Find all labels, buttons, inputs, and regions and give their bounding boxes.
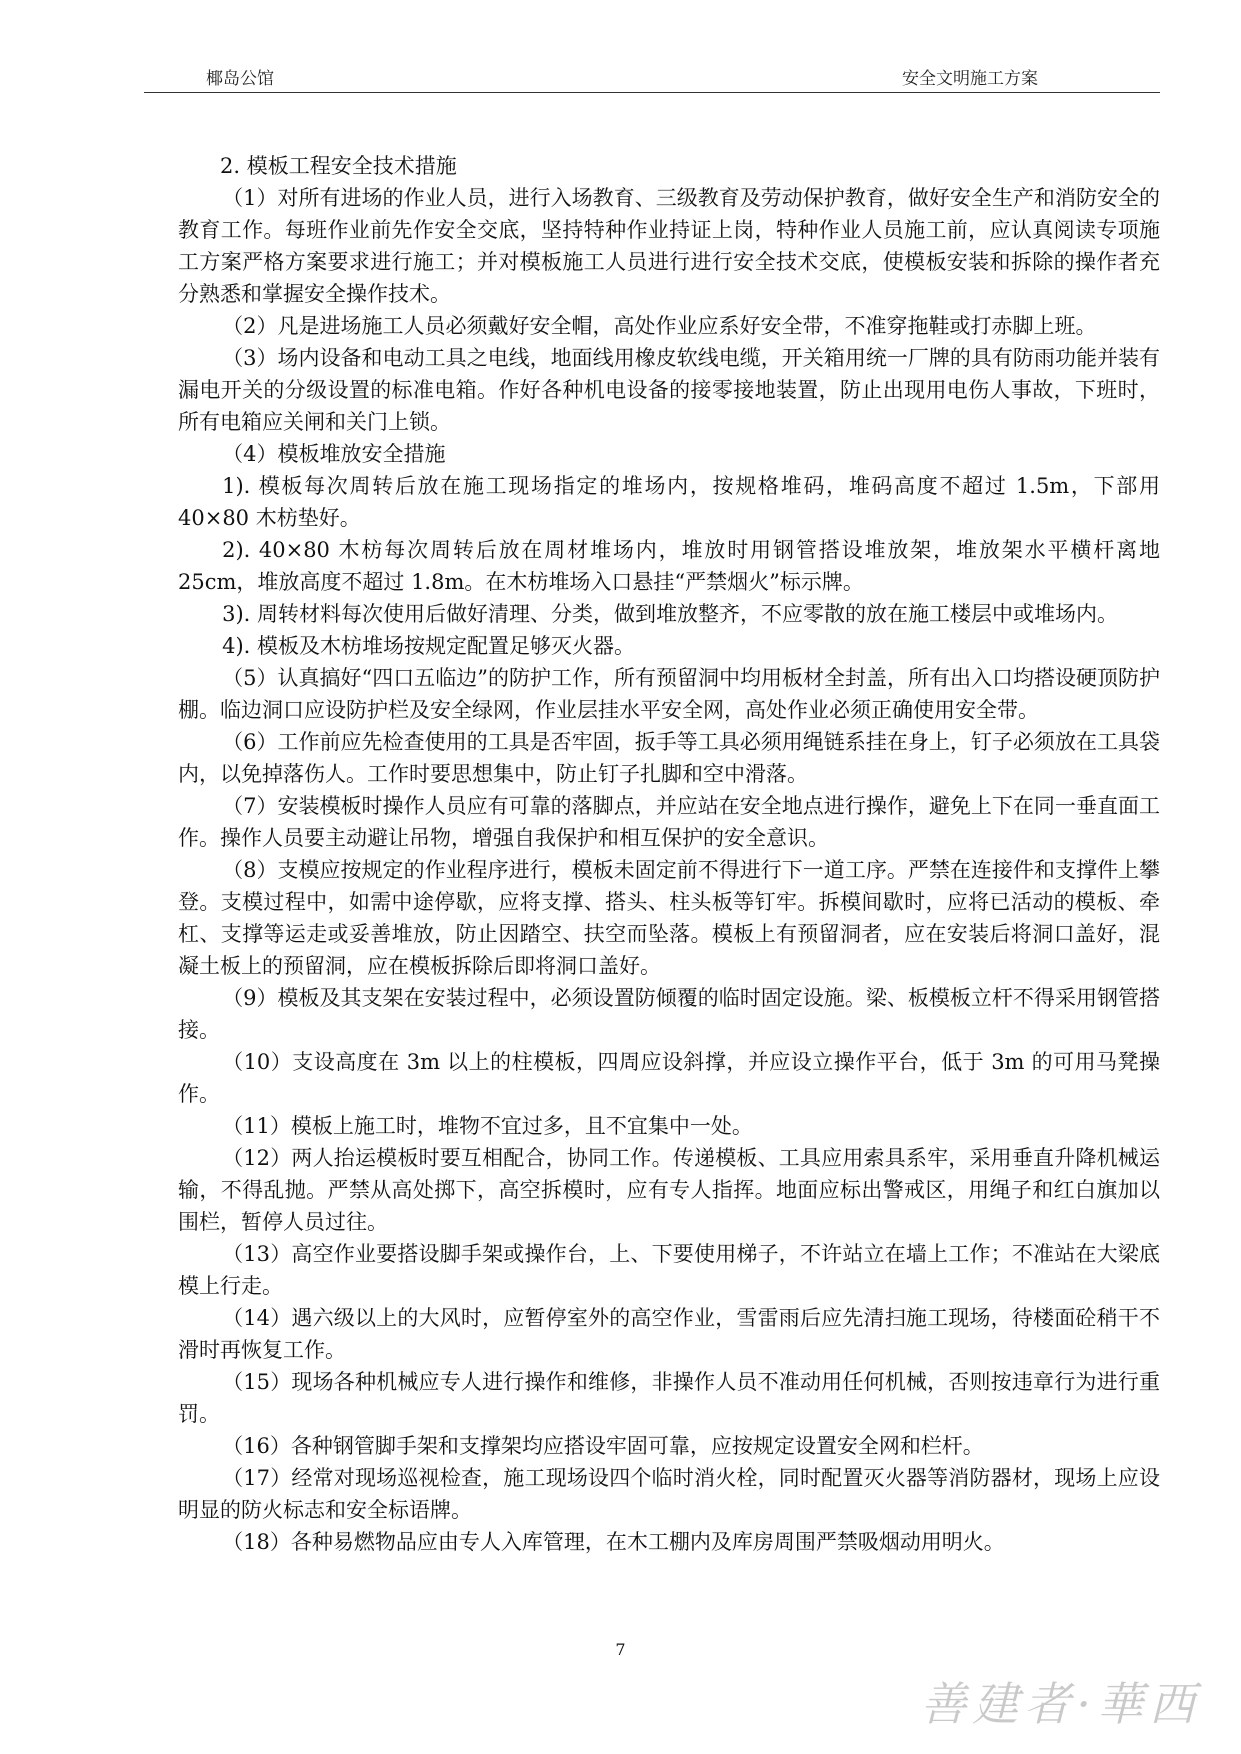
paragraph: （7）安装模板时操作人员应有可靠的落脚点，并应站在安全地点进行操作，避免上下在同一垂直面工作。操作人员要主动避让吊物，增强自我保护和相互保护的安全意识。 (178, 794, 1160, 850)
paragraph: （8）支模应按规定的作业程序进行，模板未固定前不得进行下一道工序。严禁在连接件和支撑件上攀登。支模过程中，如需中途停歇，应将支撑、搭头、柱头板等钉牢。拆模间歇时，应将已活动的模板、牵杠、支撑等运走或妥善堆放，防止因踏空、扶空而坠落。模板上有预留洞者，应在安装后将洞口盖好，混凝土板上的预留洞，应在模板拆除后即将洞口盖好。 (178, 858, 1160, 978)
document-body (178, 150, 1160, 1558)
paragraph: （5）认真搞好“四口五临边”的防护工作，所有预留洞中均用板材全封盖，所有出入口均搭设硬顶防护棚。临边洞口应设防护栏及安全绿网，作业层挂水平安全网，高处作业必须正确使用安全带。 (178, 666, 1160, 722)
header-project-name: 椰岛公馆 (206, 69, 274, 89)
paragraph: （17）经常对现场巡视检查，施工现场设四个临时消火栓，同时配置灭火器等消防器材，现场上应设明显的防火标志和安全标语牌。 (178, 1466, 1160, 1522)
paragraph: （4）模板堆放安全措施 (222, 442, 446, 466)
paragraph: （18）各种易燃物品应由专人入库管理，在木工棚内及库房周围严禁吸烟动用明火。 (222, 1530, 1005, 1554)
paragraph: （10）支设高度在 3m 以上的柱模板，四周应设斜撑，并应设立操作平台，低于 3m 的可用马凳操作。 (178, 1050, 1160, 1106)
paragraph: （3）场内设备和电动工具之电线，地面线用橡皮软线电缆，开关箱用统一厂牌的具有防雨功能并装有漏电开关的分级设置的标准电箱。作好各种机电设备的接零接地装置，防止出现用电伤人事故，下班时，所有电箱应关闸和关门上锁。 (178, 346, 1160, 434)
paragraph: （14）遇六级以上的大风时，应暂停室外的高空作业，雪雷雨后应先清扫施工现场，待楼面砼稍干不滑时再恢复工作。 (178, 1306, 1160, 1362)
page-header (144, 62, 1160, 93)
paragraph: （16）各种钢管脚手架和支撑架均应搭设牢固可靠，应按规定设置安全网和栏杆。 (222, 1434, 984, 1458)
header-document-title: 安全文明施工方案 (902, 69, 1038, 89)
paragraph: （12）两人抬运模板时要互相配合，协同工作。传递模板、工具应用索具系牢，采用垂直升降机械运输，不得乱抛。严禁从高处掷下，高空拆模时，应有专人指挥。地面应标出警戒区，用绳子和红白旗加以围栏，暂停人员过往。 (178, 1146, 1160, 1234)
paragraph: （6）工作前应先检查使用的工具是否牢固，扳手等工具必须用绳链系挂在身上，钉子必须放在工具袋内，以免掉落伤人。工作时要思想集中，防止钉子扎脚和空中滑落。 (178, 730, 1160, 786)
paragraph: （15）现场各种机械应专人进行操作和维修，非操作人员不准动用任何机械，否则按违章行为进行重罚。 (178, 1370, 1160, 1426)
paragraph: （2）凡是进场施工人员必须戴好安全帽，高处作业应系好安全带，不准穿拖鞋或打赤脚上班。 (222, 314, 1097, 338)
paragraph: （1）对所有进场的作业人员，进行入场教育、三级教育及劳动保护教育，做好安全生产和消防安全的教育工作。每班作业前先作安全交底，坚持特种作业持证上岗，特种作业人员施工前，应认真阅读专项施工方案严格方案要求进行施工；并对模板施工人员进行进行安全技术交底，使模板安装和拆除的操作者充分熟悉和掌握安全操作技术。 (178, 186, 1160, 306)
paragraph: 1). 模板每次周转后放在施工现场指定的堆场内，按规格堆码，堆码高度不超过 1.5m，下部用 40×80 木枋垫好。 (178, 474, 1160, 530)
page-number: 7 (615, 1640, 626, 1659)
section-title: 2. 模板工程安全技术措施 (220, 154, 457, 178)
paragraph: （11）模板上施工时，堆物不宜过多，且不宜集中一处。 (222, 1114, 753, 1138)
paragraph: （13）高空作业要搭设脚手架或操作台，上、下要使用梯子，不许站立在墙上工作；不准站在大梁底模上行走。 (178, 1242, 1160, 1298)
paragraph: （9）模板及其支架在安装过程中，必须设置防倾覆的临时固定设施。梁、板模板立杆不得采用钢管搭接。 (178, 986, 1160, 1042)
paragraph: 3). 周转材料每次使用后做好清理、分类，做到堆放整齐，不应零散的放在施工楼层中或堆场内。 (222, 602, 1118, 626)
watermark-logo: 善建者·華西 (920, 1677, 1201, 1731)
paragraph: 4). 模板及木枋堆场按规定配置足够灭火器。 (222, 634, 635, 658)
paragraph: 2). 40×80 木枋每次周转后放在周材堆场内，堆放时用钢管搭设堆放架，堆放架水平横杆离地 25cm，堆放高度不超过 1.8m。在木枋堆场入口悬挂“严禁烟火”标示牌。 (178, 538, 1160, 594)
